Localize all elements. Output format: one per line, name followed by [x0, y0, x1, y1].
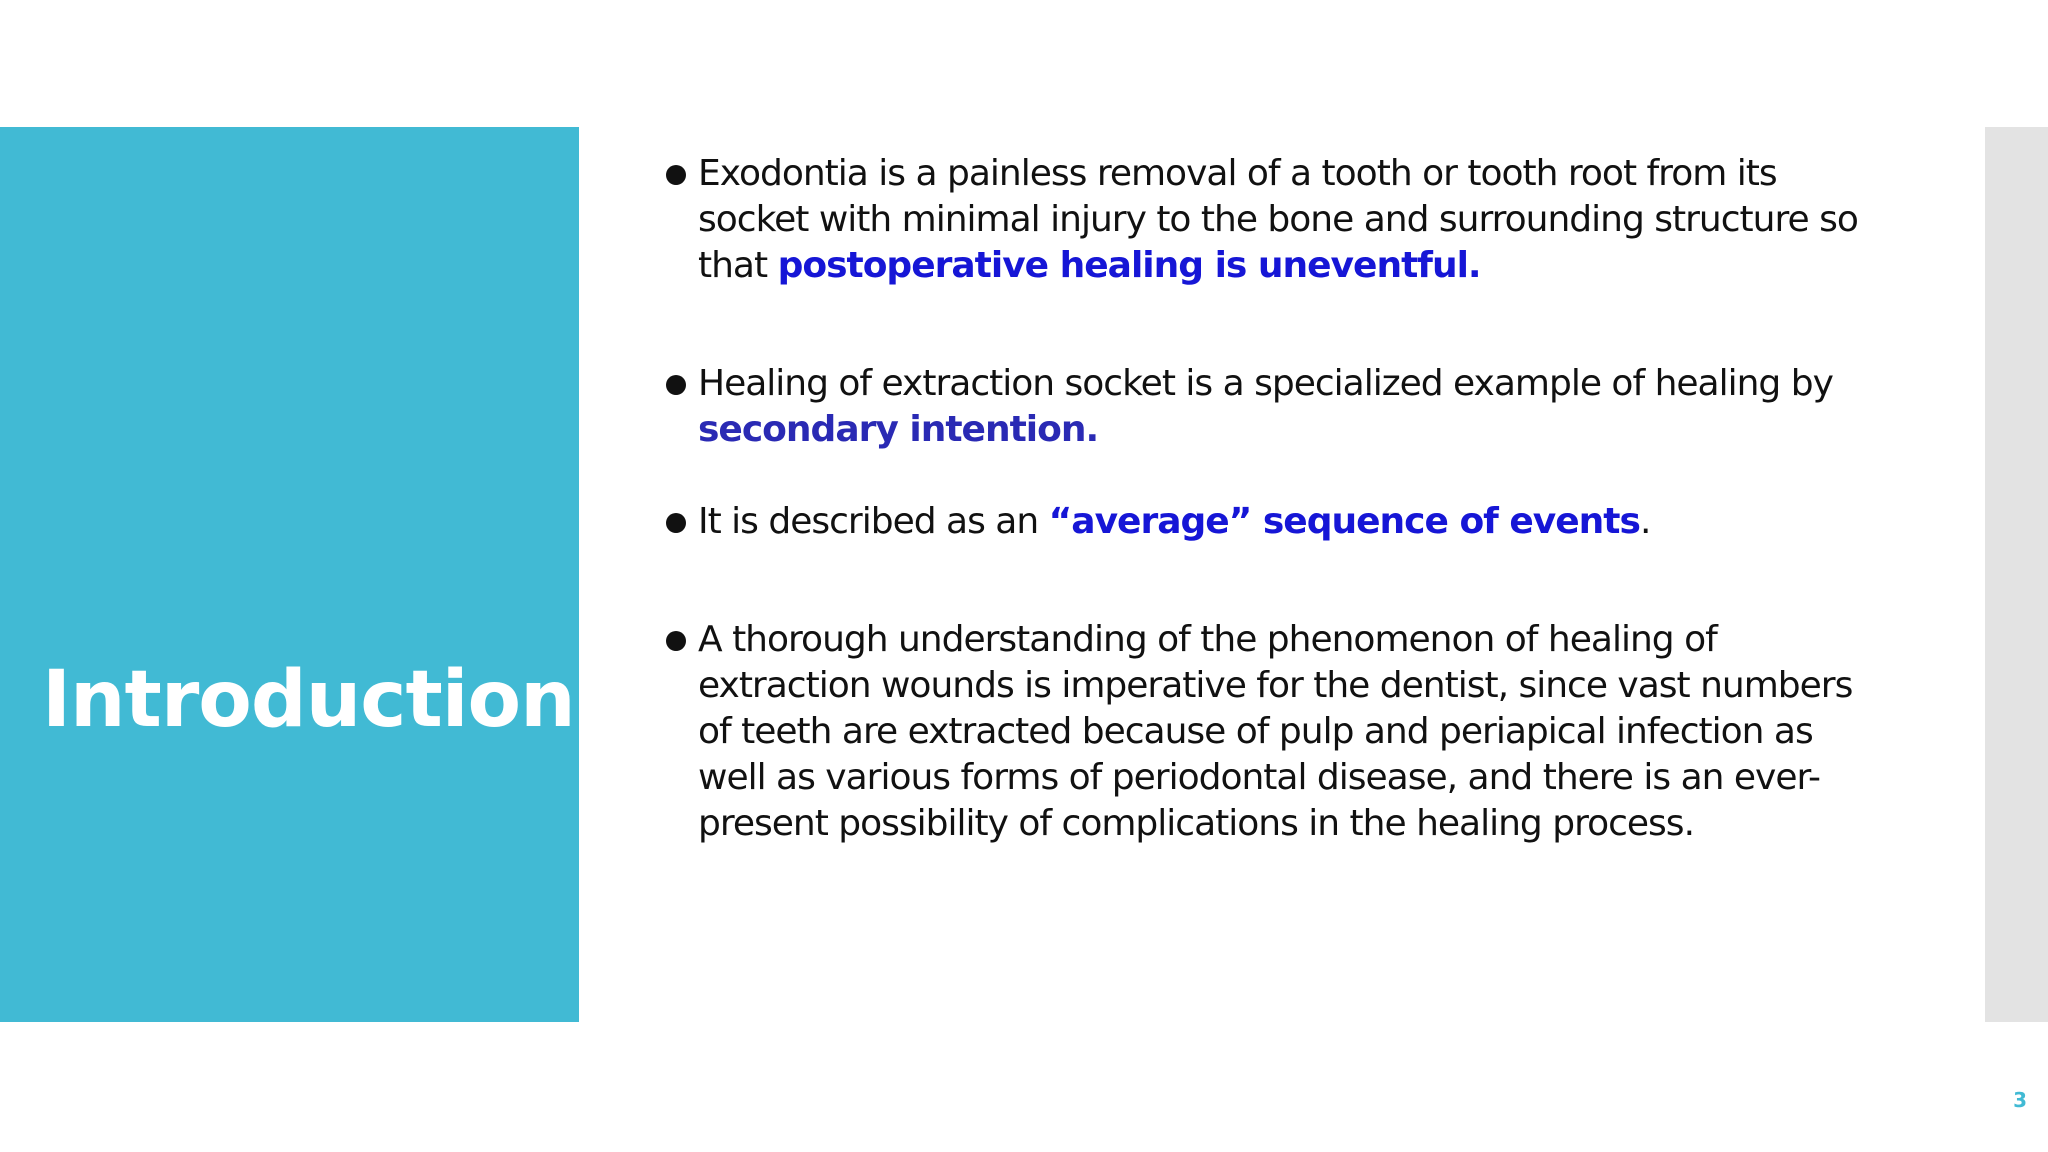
page-number: 3 [2013, 1088, 2027, 1112]
right-accent-strip [1985, 127, 2048, 1022]
bullet-text [698, 151, 1886, 289]
bullet-text [698, 617, 1886, 847]
bullet-body: A thorough understanding of the phenomenon of healing of extraction wounds is imperative for the dentist, since vast numbers of teeth are extracted because of pulp and periapical infection as well as various forms of periodontal disease, and there is an ever-present possibility of complications in the healing process. [698, 619, 1853, 844]
bullet-dot-icon [666, 165, 686, 185]
title-panel [0, 127, 579, 1022]
bullet-body: Healing of extraction socket is a specialized example of healing by [698, 363, 1833, 404]
bullet-highlight: secondary intention. [698, 409, 1099, 450]
bullet-item [666, 499, 1886, 545]
bullet-dot-icon [666, 631, 686, 651]
bullet-text [698, 361, 1886, 453]
bullet-text [698, 499, 1886, 545]
bullet-highlight: “average” sequence of events [1048, 501, 1640, 542]
bullet-body: It is described as an [698, 501, 1049, 542]
bullet-item [666, 151, 1886, 289]
bullet-dot-icon [666, 513, 686, 533]
bullet-item [666, 617, 1886, 847]
bullet-highlight: postoperative healing is uneventful. [777, 245, 1481, 286]
bullet-dot-icon [666, 375, 686, 395]
bullet-item [666, 361, 1886, 453]
slide-title: Introduction [42, 655, 575, 745]
bullet-trailing: . [1639, 501, 1651, 542]
bullet-body: Exodontia is a painless removal of a tooth or tooth root from its socket with minimal injury to the bone and surrounding structure so that [698, 153, 1858, 286]
